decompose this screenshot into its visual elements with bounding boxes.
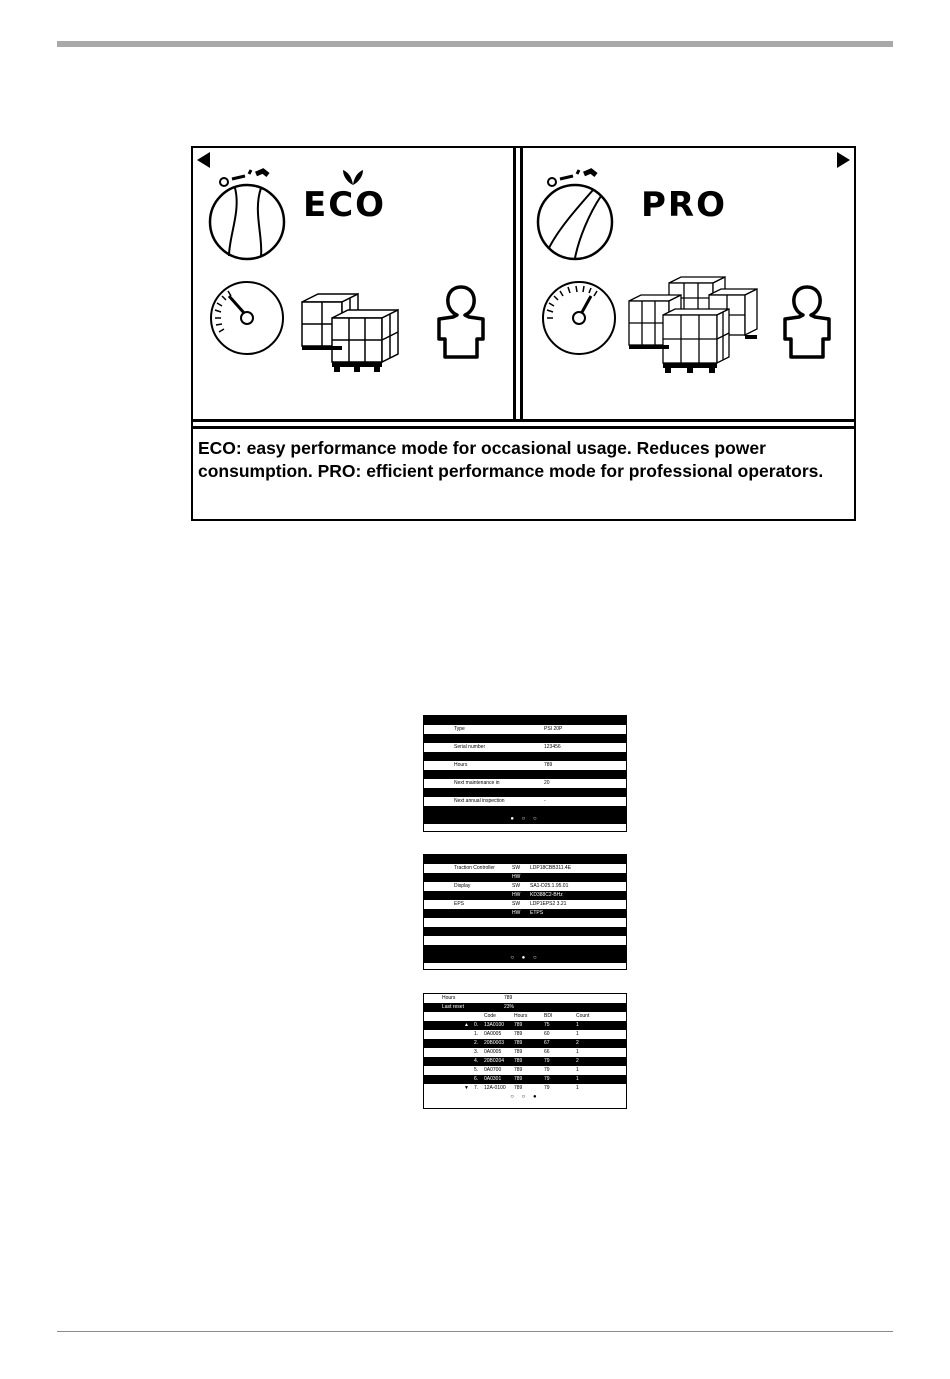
row-type: SW	[512, 883, 521, 889]
column-header: BDI	[544, 1013, 553, 1019]
row-type: SW	[512, 901, 521, 907]
list-item[interactable]	[424, 761, 626, 770]
arrow-right-icon[interactable]	[837, 152, 850, 168]
eco-label: ECO	[303, 185, 387, 225]
alarm-count: 1	[576, 1076, 579, 1082]
table-row[interactable]	[424, 1021, 626, 1030]
row-value: LDP18CBB311.4E	[530, 865, 572, 871]
table-row[interactable]	[424, 1084, 626, 1093]
alarm-code: 13A0100	[484, 1022, 505, 1028]
column-header: Hours	[514, 1013, 528, 1019]
row-index: 6.	[474, 1076, 479, 1082]
table-row[interactable]	[424, 1030, 626, 1039]
list-item[interactable]	[424, 927, 626, 936]
table-row[interactable]	[424, 1039, 626, 1048]
mode-selection-display	[191, 146, 856, 521]
list-item[interactable]	[424, 855, 626, 864]
alarm-code: 20B0204	[484, 1058, 505, 1064]
row-label: Serial number	[454, 744, 486, 750]
info-screen-machine	[423, 715, 627, 832]
alarm-count: 1	[576, 1022, 579, 1028]
speed-gauge-icon	[207, 278, 287, 358]
list-item[interactable]	[424, 1003, 626, 1012]
row-index: 3.	[474, 1049, 479, 1055]
column-header: Code	[484, 1013, 496, 1019]
alarm-hours: 789	[514, 1040, 523, 1046]
row-value: 23%	[504, 1004, 515, 1010]
list-item[interactable]	[424, 734, 626, 743]
list-item[interactable]	[424, 936, 626, 945]
list-item[interactable]	[424, 945, 626, 954]
alarm-count: 2	[576, 1058, 579, 1064]
row-index: 4.	[474, 1058, 479, 1064]
list-item[interactable]	[424, 864, 626, 873]
table-row[interactable]	[424, 1075, 626, 1084]
row-label: Hours	[442, 995, 456, 1001]
pro-mode-panel[interactable]	[520, 148, 854, 419]
alarm-bdi: 66	[544, 1049, 550, 1055]
row-label: Traction Controller	[454, 865, 495, 871]
eco-leaf-icon	[341, 168, 365, 186]
page-indicator: ● ○ ○	[424, 815, 626, 824]
alarm-bdi: 79	[544, 1076, 550, 1082]
row-value: 123456	[544, 744, 561, 750]
row-label: Next annual inspection	[454, 798, 505, 804]
speed-gauge-icon	[539, 278, 619, 358]
page-indicator: ○ ○ ●	[424, 1093, 626, 1102]
row-label: Display	[454, 883, 471, 889]
alarm-hours: 789	[514, 1022, 523, 1028]
alarm-code: 0A0301	[484, 1076, 502, 1082]
list-item[interactable]	[424, 716, 626, 725]
table-row[interactable]	[424, 1066, 626, 1075]
alarm-bdi: 79	[544, 1058, 550, 1064]
list-item[interactable]	[424, 873, 626, 882]
eco-mode-panel[interactable]	[193, 148, 516, 419]
alarm-bdi: 75	[544, 1022, 550, 1028]
list-item[interactable]	[424, 909, 626, 918]
list-item[interactable]	[424, 891, 626, 900]
operator-icon	[779, 283, 835, 361]
alarm-bdi: 67	[544, 1040, 550, 1046]
alarm-hours: 789	[514, 1085, 523, 1091]
mode-description: ECO: easy performance mode for occasional usage. Reduces power consumption. PRO: efficient performance mode for professional operators.	[198, 438, 824, 481]
row-type: HW	[512, 910, 521, 916]
table-row[interactable]	[424, 1057, 626, 1066]
alarm-code: 20B0003	[484, 1040, 505, 1046]
row-value: SA1-D25.1.95.01	[530, 883, 569, 889]
info-screen-alarms	[423, 993, 627, 1109]
row-index: 0.	[474, 1022, 479, 1028]
alarm-hours: 789	[514, 1058, 523, 1064]
table-header	[424, 1012, 626, 1021]
info-screen-software	[423, 854, 627, 970]
row-value: -	[544, 798, 546, 804]
column-header: Count	[576, 1013, 590, 1019]
alarm-bdi: 60	[544, 1031, 550, 1037]
list-item[interactable]	[424, 806, 626, 815]
row-label: Last reset	[442, 1004, 464, 1010]
row-value: LDP1EPS2 3.21	[530, 901, 567, 907]
scroll-marker: ▼	[464, 1085, 469, 1091]
alarm-count: 1	[576, 1067, 579, 1073]
list-item[interactable]	[424, 725, 626, 734]
alarm-count: 1	[576, 1031, 579, 1037]
list-item[interactable]	[424, 752, 626, 761]
throttle-knob-icon	[533, 166, 623, 264]
row-value: 20	[544, 780, 550, 786]
alarm-hours: 789	[514, 1031, 523, 1037]
pro-label: PRO	[641, 185, 728, 225]
throttle-knob-icon	[205, 166, 295, 264]
alarm-hours: 789	[514, 1049, 523, 1055]
list-item[interactable]	[424, 770, 626, 779]
alarm-hours: 789	[514, 1067, 523, 1073]
alarm-bdi: 79	[544, 1085, 550, 1091]
scroll-marker: ▲	[464, 1022, 469, 1028]
row-value: 789	[504, 995, 513, 1001]
alarm-hours: 789	[514, 1076, 523, 1082]
list-item[interactable]	[424, 797, 626, 806]
row-index: 5.	[474, 1067, 479, 1073]
alarm-code: 0A0005	[484, 1049, 502, 1055]
row-label: Next maintenance in	[454, 780, 500, 786]
row-label: EPS	[454, 901, 465, 907]
operator-icon	[433, 283, 489, 361]
pallet-load-icon	[298, 288, 408, 378]
row-index: 2.	[474, 1040, 479, 1046]
list-item[interactable]	[424, 900, 626, 909]
row-label: Hours	[454, 762, 468, 768]
panel-divider	[193, 419, 854, 429]
row-type: HW	[512, 874, 521, 880]
row-value: ETPS	[530, 910, 544, 916]
row-index: 7.	[474, 1085, 479, 1091]
alarm-count: 2	[576, 1040, 579, 1046]
alarm-code: 0A0005	[484, 1031, 502, 1037]
row-index: 1.	[474, 1031, 479, 1037]
row-type: SW	[512, 865, 521, 871]
header-rule	[57, 41, 893, 47]
list-item[interactable]	[424, 788, 626, 797]
table-row[interactable]	[424, 1048, 626, 1057]
alarm-count: 1	[576, 1085, 579, 1091]
alarm-bdi: 79	[544, 1067, 550, 1073]
pallet-load-icon	[625, 273, 765, 383]
row-label: Type	[454, 726, 465, 732]
row-value: PSI 20P	[544, 726, 563, 732]
alarm-code: 0A0700	[484, 1067, 502, 1073]
row-type: HW	[512, 892, 521, 898]
alarm-code: 12A-0100	[484, 1085, 506, 1091]
list-item[interactable]	[424, 918, 626, 927]
alarm-count: 1	[576, 1049, 579, 1055]
page-indicator: ○ ● ○	[424, 954, 626, 963]
list-item[interactable]	[424, 779, 626, 788]
list-item[interactable]	[424, 743, 626, 752]
row-value: KD388C2-BHz	[530, 892, 563, 898]
list-item[interactable]	[424, 994, 626, 1003]
list-item[interactable]	[424, 882, 626, 891]
footer-rule	[57, 1331, 893, 1332]
row-value: 789	[544, 762, 553, 768]
